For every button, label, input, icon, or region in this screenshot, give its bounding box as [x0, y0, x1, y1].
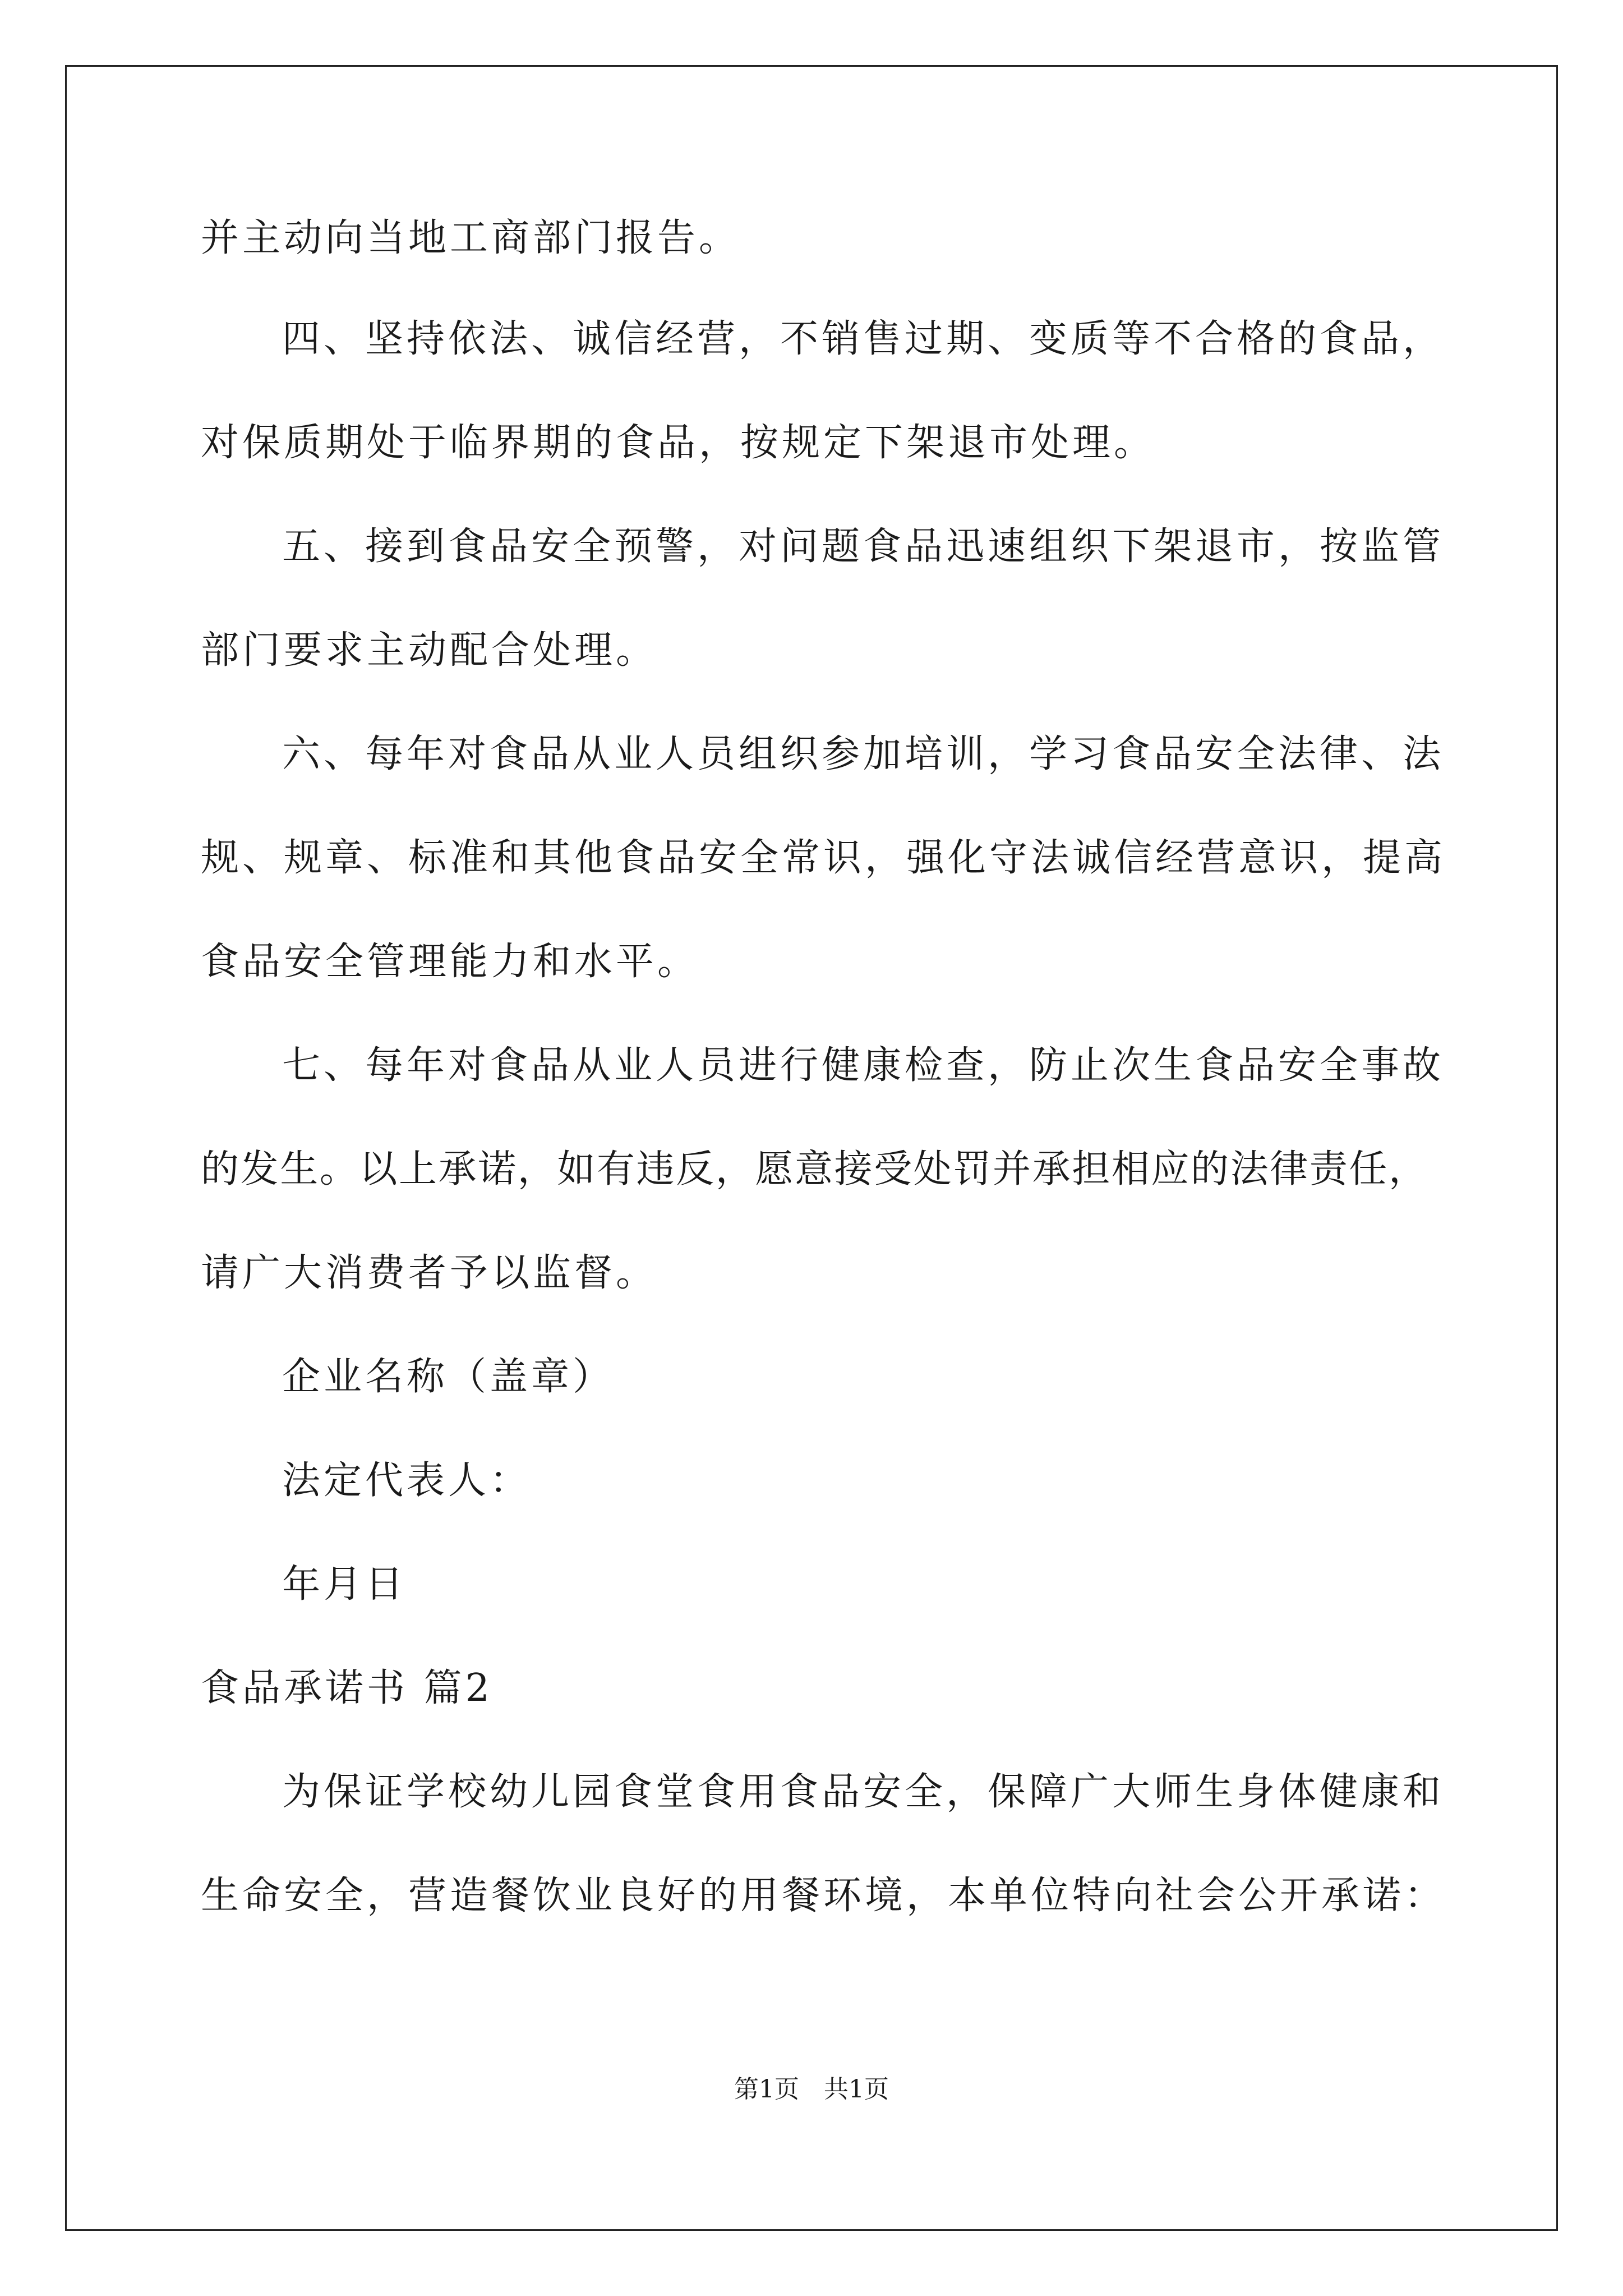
date-label: 年月日 [282, 1562, 407, 1607]
section-heading: 食品承诺书 篇2 [201, 1666, 493, 1710]
paragraph-six-line-3: 食品安全管理能力和水平。 [201, 940, 699, 984]
section-two-line-1: 为保证学校幼儿园食堂食用食品安全，保障广大师生身体健康和 [282, 1770, 1445, 1814]
paragraph-seven-line-1: 七、每年对食品从业人员进行健康检查，防止次生食品安全事故 [282, 1043, 1445, 1088]
company-name-label: 企业名称（盖章） [282, 1355, 615, 1399]
paragraph-seven-line-3: 请广大消费者予以监督。 [201, 1251, 658, 1295]
text-line: 并主动向当地工商部门报告。 [201, 216, 741, 260]
paragraph-five-line-2: 部门要求主动配合处理。 [201, 628, 658, 673]
paragraph-five-line-1: 五、接到食品安全预警，对问题食品迅速组织下架退市，按监管 [282, 524, 1445, 569]
paragraph-four-line-1: 四、坚持依法、诚信经营，不销售过期、变质等不合格的食品， [282, 317, 1445, 361]
legal-representative-label: 法定代表人： [282, 1458, 532, 1503]
page-number: 第1页 共1页 [734, 2075, 889, 2104]
paragraph-six-line-2: 规、规章、标准和其他食品安全常识，强化守法诚信经营意识，提高 [201, 836, 1446, 880]
section-two-line-2: 生命安全，营造餐饮业良好的用餐环境，本单位特向社会公开承诺： [201, 1874, 1446, 1918]
paragraph-four-line-2: 对保质期处于临界期的食品，按规定下架退市处理。 [201, 421, 1156, 465]
paragraph-six-line-1: 六、每年对食品从业人员组织参加培训，学习食品安全法律、法 [282, 732, 1445, 776]
paragraph-seven-line-2: 的发生。以上承诺，如有违反，愿意接受处罚并承担相应的法律责任， [201, 1147, 1427, 1191]
